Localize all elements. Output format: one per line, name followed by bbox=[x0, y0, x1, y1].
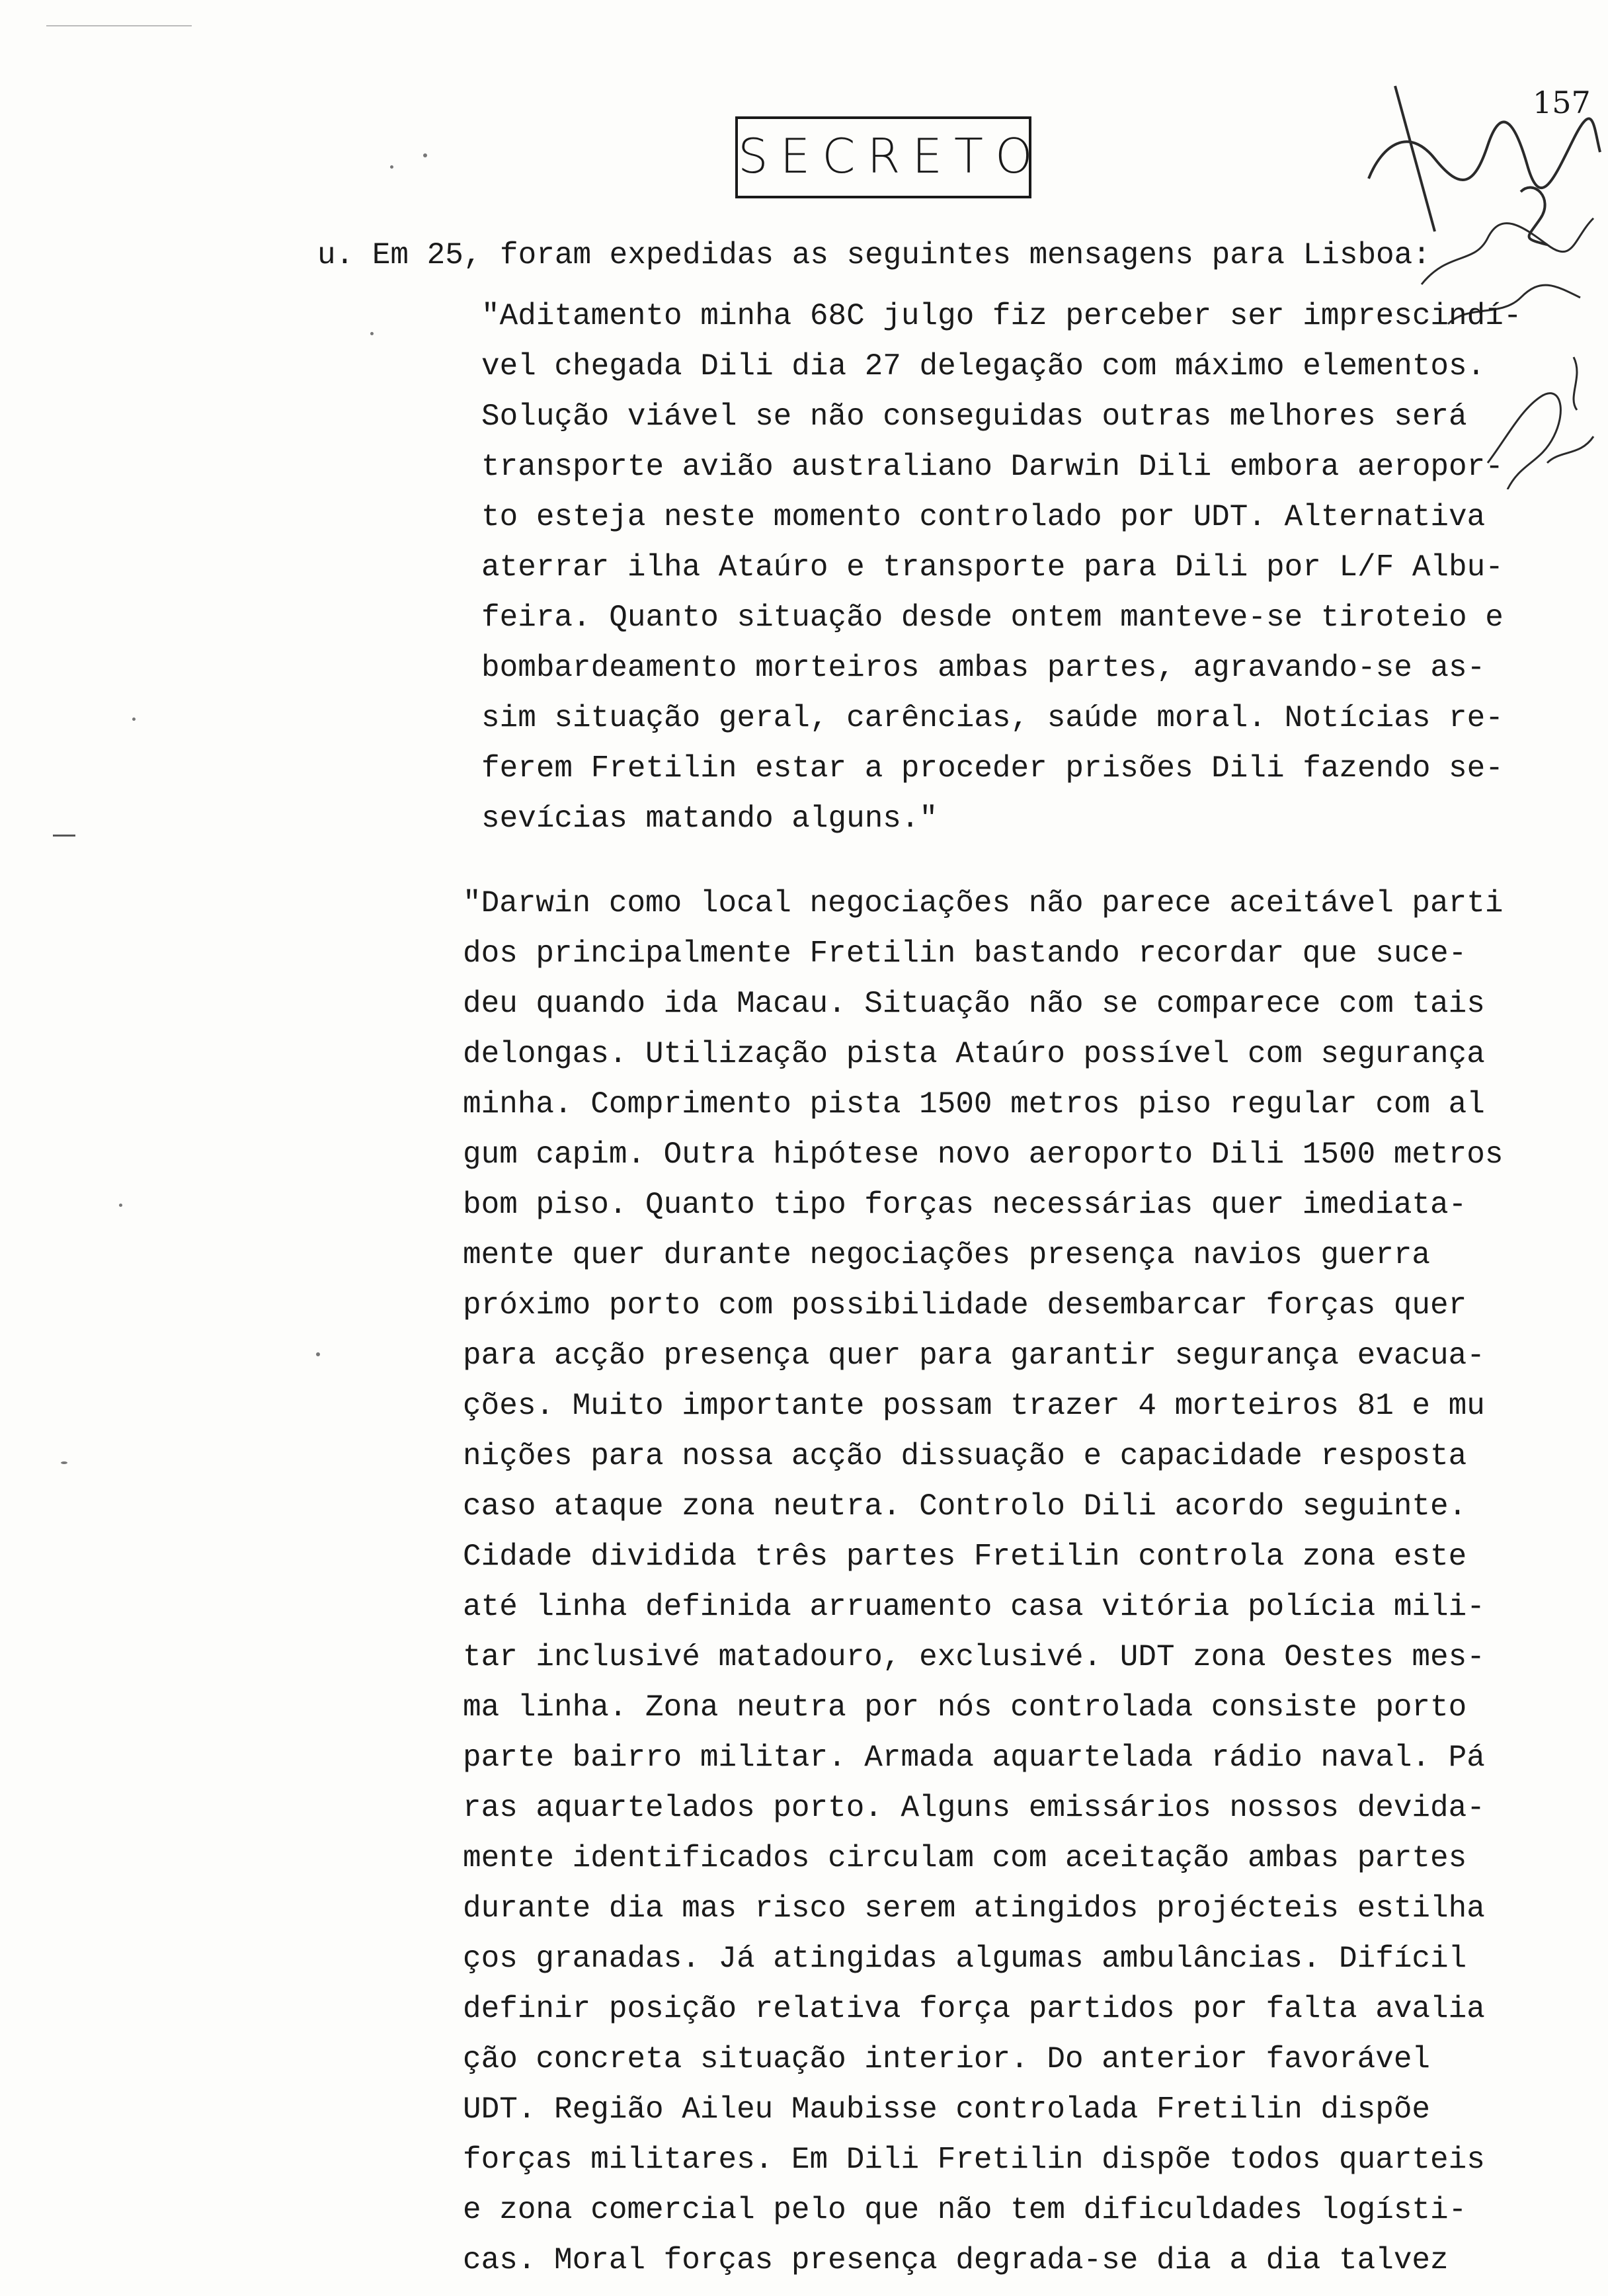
message-2-line: ção concreta situação interior. Do anterior favorável bbox=[463, 2042, 1431, 2076]
scan-speck bbox=[390, 165, 393, 169]
message-2-line: mente identificados circulam com aceitação ambas partes bbox=[463, 1841, 1467, 1875]
message-2-line: durante dia mas risco serem atingidos projécteis estilha bbox=[463, 1891, 1485, 1926]
message-2-line: Cidade dividida três partes Fretilin controla zona este bbox=[463, 1539, 1467, 1574]
message-2-line: minha. Comprimento pista 1500 metros piso regular com al bbox=[463, 1087, 1485, 1122]
handwritten-scrawl-4 bbox=[1422, 218, 1593, 284]
message-1-line: sim situação geral, carências, saúde moral. Notícias re- bbox=[481, 701, 1504, 735]
message-2-line: parte bairro militar. Armada aquartelada rádio naval. Pá bbox=[463, 1741, 1485, 1775]
message-1-line: "Aditamento minha 68C julgo fiz perceber ser imprescindí- bbox=[481, 299, 1522, 333]
message-2-line: mente quer durante negociações presença navios guerra bbox=[463, 1238, 1431, 1272]
message-2-line: ços granadas. Já atingidas algumas ambulâncias. Difícil bbox=[463, 1942, 1467, 1976]
scan-mark bbox=[53, 835, 75, 837]
message-1-line: to esteja neste momento controlado por UDT. Alternativa bbox=[481, 500, 1486, 534]
message-1-line: bombardeamento morteiros ambas partes, agravando-se as- bbox=[481, 651, 1486, 685]
message-2-line: tar inclusivé matadouro, exclusivé. UDT zona Oestes mes- bbox=[463, 1640, 1485, 1674]
message-1-line: Solução viável se não conseguidas outras melhores será bbox=[481, 399, 1467, 434]
scan-speck bbox=[119, 1204, 122, 1207]
message-2-line: e zona comercial pelo que não tem dificuldades logísti- bbox=[463, 2193, 1467, 2227]
message-1-line: transporte avião australiano Darwin Dili embora aeropor- bbox=[481, 450, 1504, 484]
message-2-line: nições para nossa acção dissuação e capacidade resposta bbox=[463, 1439, 1467, 1473]
message-2-line: dos principalmente Fretilin bastando recordar que suce- bbox=[463, 936, 1467, 971]
classification-stamp: SECRETO bbox=[735, 116, 1031, 198]
message-2-line: cas. Moral forças presença degrada-se dia a dia talvez bbox=[463, 2243, 1449, 2277]
message-2 bbox=[463, 878, 1503, 2285]
intro-line: u. Em 25, foram expedidas as seguintes mensagens para Lisboa: bbox=[317, 238, 1431, 272]
message-2-line: bom piso. Quanto tipo forças necessárias quer imediata- bbox=[463, 1188, 1467, 1222]
scan-speck bbox=[61, 1461, 67, 1464]
message-2-line: ma linha. Zona neutra por nós controlada consiste porto bbox=[463, 1690, 1467, 1725]
scan-mark bbox=[46, 25, 192, 26]
handwritten-scrawl-2 bbox=[1395, 86, 1435, 231]
message-2-line: UDT. Região Aileu Maubisse controlada Fretilin dispõe bbox=[463, 2092, 1431, 2127]
handwritten-scrawl-8 bbox=[1547, 436, 1593, 463]
message-1-line: ferem Fretilin estar a proceder prisões Dili fazendo se- bbox=[481, 751, 1504, 786]
message-2-line: "Darwin como local negociações não parece aceitável parti bbox=[463, 886, 1504, 921]
handwritten-scrawl-6 bbox=[1574, 357, 1577, 410]
handwritten-scrawl-1 bbox=[1369, 118, 1600, 188]
scan-speck bbox=[370, 332, 374, 335]
scan-speck bbox=[316, 1352, 320, 1356]
message-1-line: sevícias matando alguns." bbox=[481, 801, 938, 836]
message-1 bbox=[481, 291, 1521, 844]
message-2-line: caso ataque zona neutra. Controlo Dili acordo seguinte. bbox=[463, 1489, 1467, 1524]
message-2-line: ras aquartelados porto. Alguns emissários nossos devida- bbox=[463, 1791, 1485, 1825]
message-2-line: ções. Muito importante possam trazer 4 morteiros 81 e mu bbox=[463, 1389, 1485, 1423]
message-2-line: forças militares. Em Dili Fretilin dispõe todos quarteis bbox=[463, 2143, 1485, 2177]
page-number: 157 bbox=[1533, 85, 1591, 120]
message-2-line: gum capim. Outra hipótese novo aeroporto Dili 1500 metros bbox=[463, 1137, 1504, 1172]
message-2-line: deu quando ida Macau. Situação não se comparece com tais bbox=[463, 987, 1485, 1021]
scan-speck bbox=[423, 153, 427, 157]
message-1-line: feira. Quanto situação desde ontem manteve-se tiroteio e bbox=[481, 600, 1504, 635]
message-2-line: delongas. Utilização pista Ataúro possível com segurança bbox=[463, 1037, 1485, 1071]
scan-speck bbox=[132, 718, 136, 721]
message-2-line: próximo porto com possibilidade desembarcar forças quer bbox=[463, 1288, 1467, 1323]
message-1-line: aterrar ilha Ataúro e transporte para Dili por L/F Albu- bbox=[481, 550, 1504, 585]
message-2-line: para acção presença quer para garantir segurança evacua- bbox=[463, 1338, 1485, 1373]
message-2-line: até linha definida arruamento casa vitória polícia mili- bbox=[463, 1590, 1485, 1624]
message-2-line: definir posição relativa força partidos por falta avalia bbox=[463, 1992, 1485, 2026]
message-1-line: vel chegada Dili dia 27 delegação com máximo elementos. bbox=[481, 349, 1486, 384]
